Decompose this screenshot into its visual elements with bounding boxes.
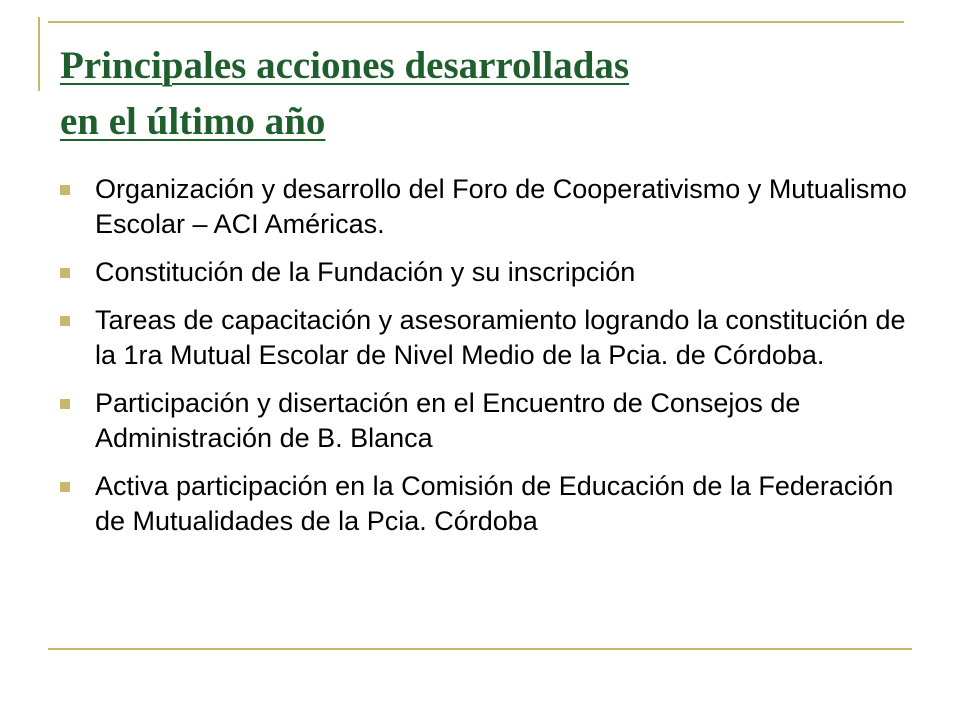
bottom-rule bbox=[48, 648, 912, 650]
square-bullet-icon bbox=[60, 482, 70, 492]
slide-title bbox=[60, 38, 920, 150]
bullet-text-2: Constitución de la Fundación y su inscripción bbox=[95, 257, 636, 287]
top-rule bbox=[48, 21, 904, 23]
bullet-text-5: Activa participación en la Comisión de Educación de la Federación de Mutualidades de la Pcia. Córdoba bbox=[95, 471, 894, 536]
slide-title-line-1: Principales acciones desarrolladas bbox=[60, 44, 630, 87]
bullet-item-5 bbox=[60, 469, 910, 539]
bullet-list bbox=[60, 172, 910, 552]
square-bullet-icon bbox=[60, 399, 70, 409]
square-bullet-icon bbox=[60, 268, 70, 278]
square-bullet-icon bbox=[60, 185, 70, 195]
bullet-text-3: Tareas de capacitación y asesoramiento logrando la constitución de la 1ra Mutual Escolar de Nivel Medio de la Pcia. de Córdoba. bbox=[95, 305, 906, 370]
left-vertical-rule bbox=[38, 17, 40, 91]
bullet-item-4 bbox=[60, 386, 910, 456]
bullet-item-3 bbox=[60, 303, 910, 373]
bullet-item-1 bbox=[60, 172, 910, 242]
square-bullet-icon bbox=[60, 316, 70, 326]
bullet-text-1: Organización y desarrollo del Foro de Cooperativismo y Mutualismo Escolar – ACI Américas. bbox=[95, 174, 907, 239]
slide-title-line-2: en el último año bbox=[60, 100, 326, 143]
bullet-text-4: Participación y disertación en el Encuentro de Consejos de Administración de B. Blanca bbox=[95, 388, 801, 453]
bullet-item-2 bbox=[60, 255, 910, 290]
